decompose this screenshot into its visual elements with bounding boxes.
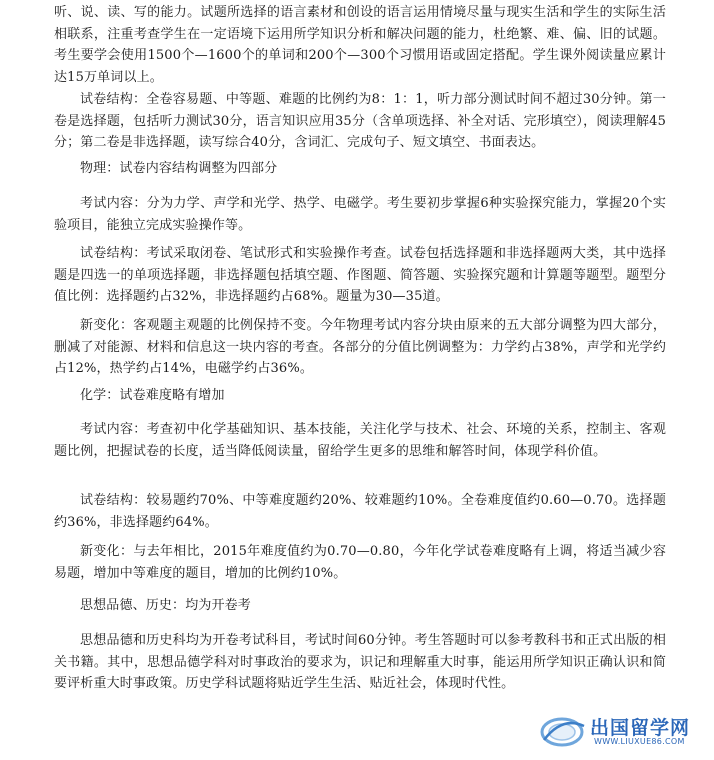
paragraph-chemistry-changes: 新变化：与去年相比，2015年难度值约为0.70—0.80，今年化学试卷难度略有上调，将适当减少容易题，增加中等难度的题目，增加的比例约10%。 (54, 544, 666, 581)
watermark-url: WWW.LIUXUE86.COM (594, 737, 685, 746)
globe-logo-icon (538, 712, 590, 750)
paragraph-chemistry-content: 考试内容：考查初中化学基础知识、基本技能，关注化学与技术、社会、环境的关系，控制主、客观题比例，把握试卷的长度，适当降低阅读量，留给学生更多的思维和解答时间，体现学科价值。 (54, 422, 666, 459)
site-watermark (538, 712, 708, 750)
paragraph-chemistry-structure: 试卷结构：较易题约70%、中等难度题约20%、较难题约10%。全卷难度值约0.60—0.70。选择题约36%，非选择题约64%。 (54, 493, 666, 530)
paragraph-physics-content: 考试内容：分为力学、声学和光学、热学、电磁学。考生要初步掌握6种实验探究能力，掌握20个实验项目，能独立完成实验操作等。 (54, 196, 666, 233)
paragraph-physics-changes: 新变化：客观题主观题的比例保持不变。今年物理考试内容分块由原来的五大部分调整为四大部分，删减了对能源、材料和信息这一块内容的考查。各部分的分值比例调整为：力学约占38%，声学和光学约占12%，热学约占14%，电磁学约占36%。 (54, 318, 666, 376)
section-heading-chemistry: 化学：试卷难度略有增加 (80, 388, 225, 403)
paragraph-english-requirements: 听、说、读、写的能力。试题所选择的语言素材和创设的语言运用情境尽量与现实生活和学生的实际生活相联系，注重考查学生在一定语境下运用所学知识分析和解决问题的能力，杜绝繁、难、偏、旧的试题。考生要学会使用1500个—1600个的单词和200个—300个习惯用语或固定搭配。学生课外阅读量应累计达15万单词以上。 (54, 5, 666, 85)
section-heading-politics-history: 思想品德、历史：均为开卷考 (80, 598, 251, 613)
paragraph-physics-structure: 试卷结构：考试采取闭卷、笔试形式和实验操作考查。试卷包括选择题和非选择题两大类，其中选择题是四选一的单项选择题，非选择题包括填空题、作图题、简答题、实验探究题和计算题等题型。题型分值比例：选择题约占32%，非选择题约占68%。题量为30—35道。 (54, 246, 666, 304)
watermark-brand: 出国留学网 (590, 717, 691, 739)
section-heading-physics: 物理：试卷内容结构调整为四部分 (80, 161, 278, 176)
paragraph-politics-history: 思想品德和历史科均为开卷考试科目，考试时间60分钟。考生答题时可以参考教科书和正式出版的相关书籍。其中，思想品德学科对时事政治的要求为，识记和理解重大时事，能运用所学知识正确认识和简要评析重大时事政策。历史学科试题将贴近学生生活、贴近社会，体现时代性。 (54, 633, 666, 691)
paragraph-english-structure: 试卷结构：全卷容易题、中等题、难题的比例约为8：1：1，听力部分测试时间不超过30分钟。第一卷是选择题，包括听力测试30分，语言知识应用35分（含单项选择、补全对话、完形填空），阅读理解45分；第二卷是非选择题，读写综合40分，含词汇、完成句子、短文填空、书面表达。 (54, 92, 666, 150)
